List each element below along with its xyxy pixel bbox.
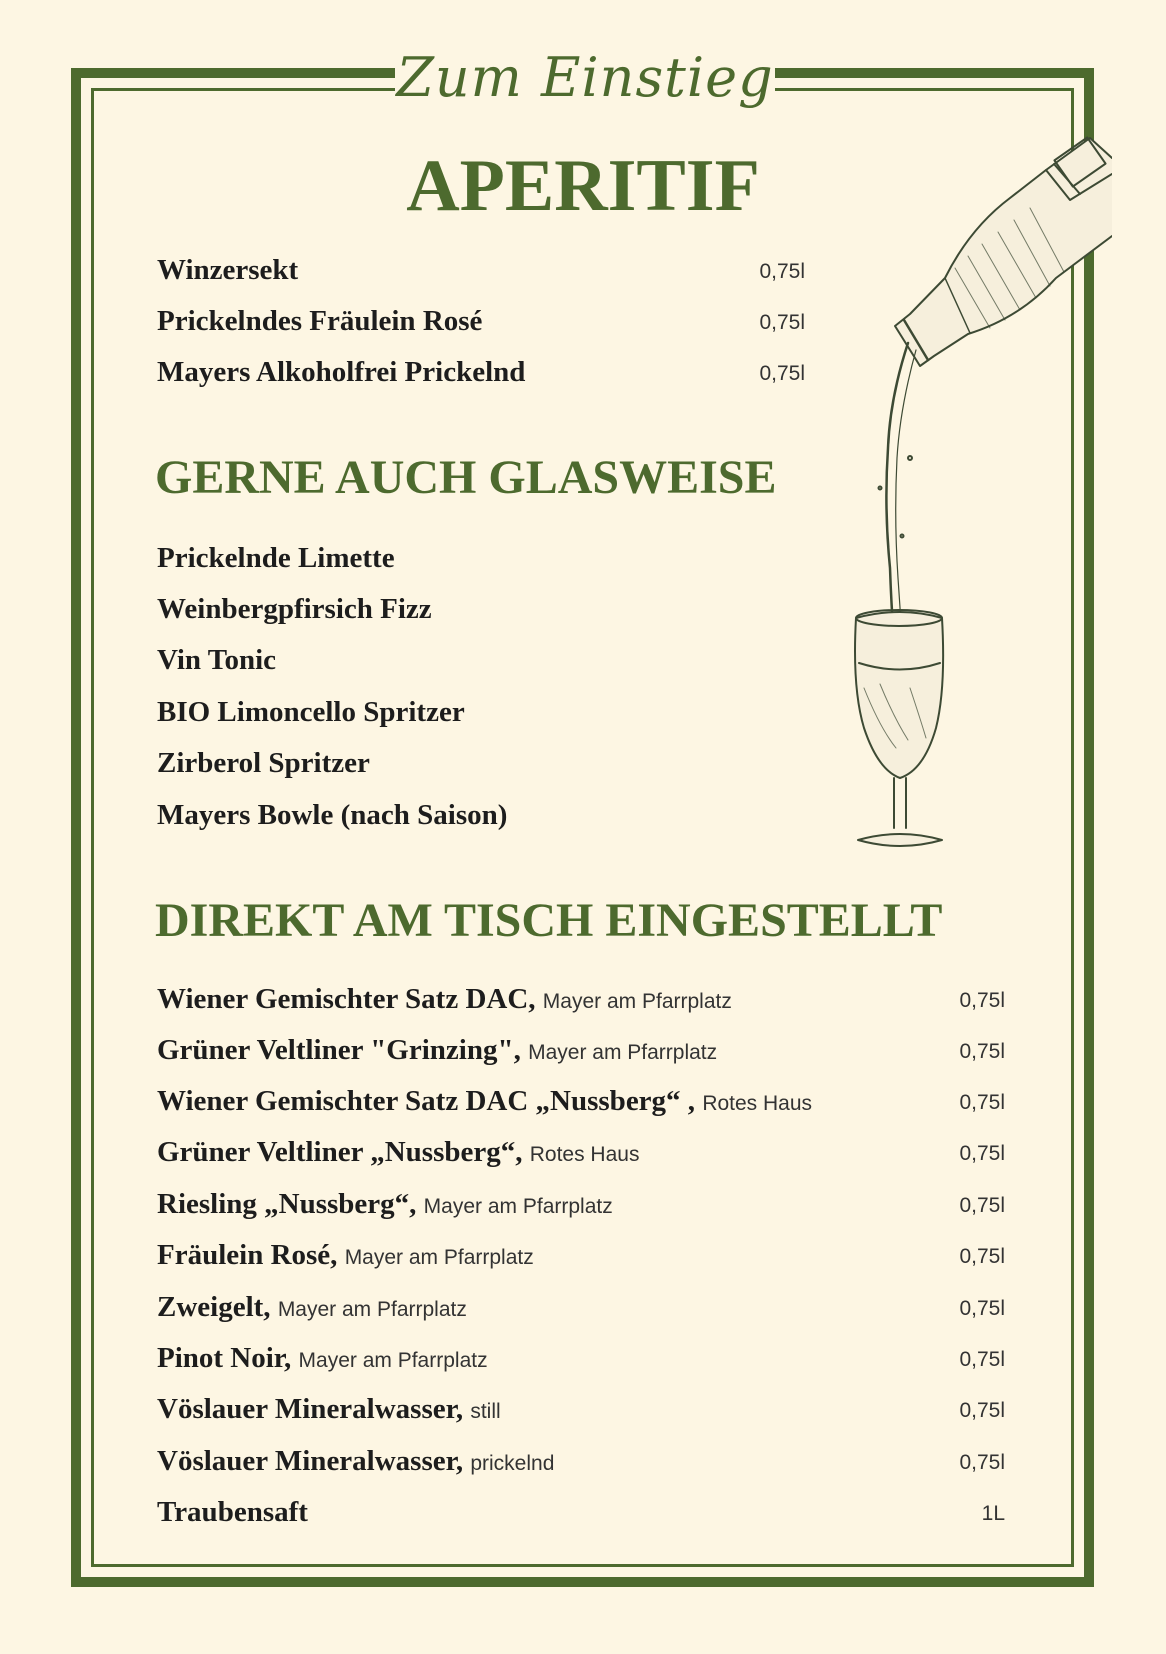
section-title-glasweise: GERNE AUCH GLASWEISE <box>155 451 777 504</box>
item-producer: Mayer am Pfarrplatz <box>542 990 732 1013</box>
glasweise-item: Weinbergpfirsich Fizz <box>157 593 432 625</box>
aperitif-item <box>157 301 482 341</box>
item-volume: 0,75l <box>759 362 805 385</box>
item-volume: 0,75l <box>759 260 805 283</box>
item-name: Wiener Gemischter Satz DAC, <box>157 983 536 1015</box>
item-volume: 0,75l <box>959 1040 1005 1063</box>
item-name: Prickelndes Fräulein Rosé <box>157 305 483 337</box>
wine-item <box>157 1338 488 1378</box>
glasweise-item: Mayers Bowle (nach Saison) <box>157 799 508 831</box>
item-volume: 0,75l <box>959 1142 1005 1165</box>
aperitif-item <box>157 250 298 290</box>
item-name: Vöslauer Mineralwasser, <box>157 1393 464 1425</box>
glasweise-item: Zirberol Spritzer <box>157 747 370 779</box>
item-producer: Mayer am Pfarrplatz <box>423 1195 613 1218</box>
item-name: Mayers Alkoholfrei Prickelnd <box>157 356 526 388</box>
item-producer: Mayer am Pfarrplatz <box>528 1041 718 1064</box>
page-title: APERITIF <box>406 145 760 227</box>
item-volume: 0,75l <box>759 311 805 334</box>
wine-item <box>157 1441 554 1481</box>
item-volume: 0,75l <box>959 1245 1005 1268</box>
wine-item <box>157 979 732 1019</box>
section-title-direkt: DIREKT AM TISCH EINGESTELLT <box>155 894 943 947</box>
item-volume: 0,75l <box>959 1194 1005 1217</box>
wine-item <box>157 1492 308 1532</box>
item-name: Vöslauer Mineralwasser, <box>157 1445 464 1477</box>
glasweise-item: Prickelnde Limette <box>157 542 395 574</box>
wine-item <box>157 1081 812 1121</box>
item-producer: still <box>470 1400 501 1423</box>
item-volume: 0,75l <box>959 1091 1005 1114</box>
item-name: Grüner Veltliner "Grinzing", <box>157 1034 521 1066</box>
glasweise-item: BIO Limoncello Spritzer <box>157 696 465 728</box>
wine-item <box>157 1235 534 1275</box>
item-volume: 0,75l <box>959 1297 1005 1320</box>
item-name: Pinot Noir, <box>157 1342 292 1374</box>
item-name: Winzersekt <box>157 254 299 286</box>
item-volume: 1L <box>981 1502 1005 1525</box>
item-name: Traubensaft <box>157 1496 308 1528</box>
item-producer: Mayer am Pfarrplatz <box>277 1298 467 1321</box>
item-producer: Rotes Haus <box>702 1092 813 1115</box>
item-volume: 0,75l <box>959 1399 1005 1422</box>
item-volume: 0,75l <box>959 989 1005 1012</box>
item-volume: 0,75l <box>959 1348 1005 1371</box>
item-name: Fräulein Rosé, <box>157 1239 338 1271</box>
wine-item <box>157 1184 613 1224</box>
wine-item <box>157 1030 717 1070</box>
glasweise-item: Vin Tonic <box>157 644 277 676</box>
item-name: Riesling „Nussberg“, <box>157 1188 417 1220</box>
item-producer: Mayer am Pfarrplatz <box>298 1349 488 1372</box>
item-producer: Mayer am Pfarrplatz <box>344 1246 534 1269</box>
item-name: Zweigelt, <box>157 1291 271 1323</box>
wine-item <box>157 1287 467 1327</box>
item-name: Grüner Veltliner „Nussberg“, <box>157 1136 523 1168</box>
wine-bottle-pouring-into-glass-icon <box>850 128 1112 858</box>
item-producer: Rotes Haus <box>529 1143 640 1166</box>
item-name: Wiener Gemischter Satz DAC „Nussberg“ , <box>157 1085 696 1117</box>
wine-item <box>157 1132 639 1172</box>
item-volume: 0,75l <box>959 1451 1005 1474</box>
wine-item <box>157 1389 501 1429</box>
aperitif-item <box>157 352 525 392</box>
script-title: Zum Einstieg <box>395 40 775 115</box>
item-producer: prickelnd <box>470 1452 555 1475</box>
